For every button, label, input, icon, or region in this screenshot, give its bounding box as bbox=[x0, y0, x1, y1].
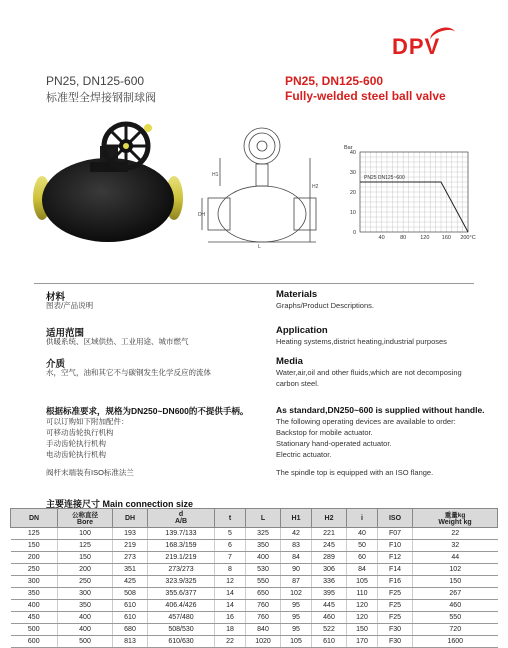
table-cell: 8 bbox=[215, 564, 246, 576]
table-cell: 508 bbox=[113, 588, 148, 600]
x-tick-label: 200°C bbox=[460, 235, 476, 241]
table-cell: 425 bbox=[113, 576, 148, 588]
table-cell: 350 bbox=[11, 588, 58, 600]
table-cell: 450 bbox=[11, 612, 58, 624]
product-code-red: PN25, DN125-600 bbox=[285, 74, 384, 88]
materials-text-en: Graphs/Product Descriptions. bbox=[276, 301, 374, 310]
table-cell: 500 bbox=[58, 636, 113, 648]
connection-size-table bbox=[10, 508, 498, 648]
materials-title-en: Materials bbox=[276, 289, 318, 300]
table-cell: F30 bbox=[378, 636, 413, 648]
table-cell: 42 bbox=[281, 528, 312, 540]
materials-text-cn: 图表/产品说明 bbox=[46, 301, 94, 310]
y-tick-label: 10 bbox=[349, 210, 356, 216]
col-t: t bbox=[215, 509, 246, 528]
table-cell: 150 bbox=[58, 552, 113, 564]
table-cell: 44 bbox=[413, 552, 498, 564]
table-cell: 193 bbox=[113, 528, 148, 540]
table-cell: 350 bbox=[246, 540, 281, 552]
table-cell: 87 bbox=[281, 576, 312, 588]
table-cell: 150 bbox=[413, 576, 498, 588]
table-cell: 50 bbox=[347, 540, 378, 552]
table-cell: 219 bbox=[113, 540, 148, 552]
table-cell: 355.6/377 bbox=[148, 588, 215, 600]
table-cell: 395 bbox=[312, 588, 347, 600]
table-cell: 120 bbox=[347, 612, 378, 624]
table-cell: 522 bbox=[312, 624, 347, 636]
y-tick-label: 40 bbox=[349, 150, 356, 156]
table-cell: 170 bbox=[347, 636, 378, 648]
media-title-cn: 介质 bbox=[46, 359, 66, 370]
product-code: PN25, DN125-600 bbox=[46, 74, 145, 88]
col-dh: DH bbox=[113, 509, 148, 528]
col-iso: ISO bbox=[378, 509, 413, 528]
table-cell: 12 bbox=[215, 576, 246, 588]
table-row bbox=[11, 612, 498, 624]
table-cell: 840 bbox=[246, 624, 281, 636]
col-l: L bbox=[246, 509, 281, 528]
series-label: PN25 DN125~600 bbox=[364, 175, 405, 181]
x-tick-label: 120 bbox=[420, 235, 430, 241]
table-cell: 400 bbox=[58, 624, 113, 636]
table-cell: 60 bbox=[347, 552, 378, 564]
table-row bbox=[11, 540, 498, 552]
table-cell: 289 bbox=[312, 552, 347, 564]
table-cell: 139.7/133 bbox=[148, 528, 215, 540]
col-h1: H1 bbox=[281, 509, 312, 528]
table-cell: 323.9/325 bbox=[148, 576, 215, 588]
table-cell: 83 bbox=[281, 540, 312, 552]
table-row bbox=[11, 588, 498, 600]
col-d bbox=[148, 509, 215, 528]
table-cell: 84 bbox=[281, 552, 312, 564]
col-weight-en: Weight kg bbox=[438, 519, 472, 526]
application-title-cn: 适用范围 bbox=[46, 328, 85, 339]
table-row bbox=[11, 576, 498, 588]
standard-title-en: As standard,DN250~600 is supplied without handle. bbox=[276, 405, 485, 415]
table-cell: 610/630 bbox=[148, 636, 215, 648]
table-cell: 95 bbox=[281, 624, 312, 636]
table-cell: 406.4/426 bbox=[148, 600, 215, 612]
spindle-note-en: The spindle top is equipped with an ISO flange. bbox=[276, 468, 434, 477]
table-cell: F14 bbox=[378, 564, 413, 576]
application-text-cn: 供暖系统、区域供热、工业用途、城市燃气 bbox=[46, 337, 189, 346]
table-cell: 300 bbox=[11, 576, 58, 588]
table-cell: 200 bbox=[58, 564, 113, 576]
table-cell: 221 bbox=[312, 528, 347, 540]
table-cell: 22 bbox=[413, 528, 498, 540]
y-axis-label: Bar bbox=[344, 145, 353, 151]
table-cell: 1020 bbox=[246, 636, 281, 648]
table-cell: 650 bbox=[246, 588, 281, 600]
x-tick-label: 40 bbox=[378, 235, 385, 241]
table-cell: 300 bbox=[58, 588, 113, 600]
option-item-cn: 电动齿轮执行机构 bbox=[46, 450, 106, 459]
valve-drawing bbox=[198, 118, 326, 248]
table-cell: 610 bbox=[113, 600, 148, 612]
table-cell: 32 bbox=[413, 540, 498, 552]
handwheel bbox=[104, 124, 148, 168]
table-row bbox=[11, 600, 498, 612]
col-weight-top: 重量kg bbox=[444, 512, 466, 519]
table-cell: 168.3/159 bbox=[148, 540, 215, 552]
option-item-en: Electric actuator. bbox=[276, 450, 332, 459]
table-cell: 273 bbox=[113, 552, 148, 564]
dim-h2: H2 bbox=[312, 184, 319, 190]
table-cell: 102 bbox=[281, 588, 312, 600]
standard-title-cn: 根据标准要求，规格为DN250~DN600的不提供手柄。 bbox=[46, 406, 249, 416]
col-weight bbox=[413, 509, 498, 528]
table-cell: 500 bbox=[11, 624, 58, 636]
table-cell: 5 bbox=[215, 528, 246, 540]
option-item-en: Stationary hand-operated actuator. bbox=[276, 439, 392, 448]
dim-l: L bbox=[258, 244, 261, 248]
table-cell: F30 bbox=[378, 624, 413, 636]
table-cell: 100 bbox=[58, 528, 113, 540]
table-cell: 110 bbox=[347, 588, 378, 600]
options-intro-en: The following operating devices are available to order: bbox=[276, 417, 456, 426]
col-bore-cn: 公称直径 bbox=[72, 512, 98, 519]
table-cell: 508/530 bbox=[148, 624, 215, 636]
table-cell: 267 bbox=[413, 588, 498, 600]
table-cell: 600 bbox=[11, 636, 58, 648]
y-tick-label: 20 bbox=[349, 190, 356, 196]
y-tick-label: 0 bbox=[352, 230, 356, 236]
table-cell: 457/480 bbox=[148, 612, 215, 624]
table-cell: 550 bbox=[246, 576, 281, 588]
table-cell: 336 bbox=[312, 576, 347, 588]
table-cell: 550 bbox=[413, 612, 498, 624]
table-cell: F12 bbox=[378, 552, 413, 564]
table-cell: 125 bbox=[11, 528, 58, 540]
media-title-en: Media bbox=[276, 356, 303, 367]
table-cell: 250 bbox=[11, 564, 58, 576]
table-title: 主要连接尺寸 Main connection size bbox=[46, 499, 194, 509]
y-tick-label: 30 bbox=[349, 170, 356, 176]
product-name-en: Fully-welded steel ball valve bbox=[285, 89, 446, 103]
x-tick-label: 80 bbox=[400, 235, 407, 241]
options-list-cn bbox=[46, 416, 129, 460]
table-cell: 351 bbox=[113, 564, 148, 576]
x-tick-label: 160 bbox=[441, 235, 451, 241]
table-row bbox=[11, 552, 498, 564]
table-cell: 760 bbox=[246, 612, 281, 624]
table-row bbox=[11, 624, 498, 636]
col-dn: DN bbox=[11, 509, 58, 528]
pressure-temperature-chart bbox=[338, 140, 488, 250]
dim-h1: H1 bbox=[212, 172, 219, 178]
media-text-en: Water,air,oil and other fluids,which are not decomposing carbon steel. bbox=[276, 368, 462, 388]
table-cell: 95 bbox=[281, 600, 312, 612]
table-row bbox=[11, 636, 498, 648]
table-cell: 125 bbox=[58, 540, 113, 552]
table-cell: 610 bbox=[312, 636, 347, 648]
brand-logo bbox=[392, 28, 456, 64]
table-cell: 1600 bbox=[413, 636, 498, 648]
media-text-cn: 水，空气，油和其它不与碳钢发生化学反应的流体 bbox=[46, 368, 211, 377]
table-cell: 105 bbox=[281, 636, 312, 648]
table-cell: 14 bbox=[215, 588, 246, 600]
table-cell: 150 bbox=[11, 540, 58, 552]
table-cell: 610 bbox=[113, 612, 148, 624]
table-cell: 680 bbox=[113, 624, 148, 636]
table-cell: 102 bbox=[413, 564, 498, 576]
table-cell: 90 bbox=[281, 564, 312, 576]
table-cell: 245 bbox=[312, 540, 347, 552]
table-cell: 7 bbox=[215, 552, 246, 564]
table-cell: 350 bbox=[58, 600, 113, 612]
table-cell: 760 bbox=[246, 600, 281, 612]
table-cell: 720 bbox=[413, 624, 498, 636]
table-cell: 400 bbox=[58, 612, 113, 624]
table-cell: F10 bbox=[378, 540, 413, 552]
table-row bbox=[11, 564, 498, 576]
table-cell: 16 bbox=[215, 612, 246, 624]
col-i: i bbox=[347, 509, 378, 528]
application-text-en: Heating systems,district heating,industrial purposes bbox=[276, 337, 447, 346]
product-name-cn: 标准型全焊接钢制球阀 bbox=[46, 92, 156, 104]
table-cell: F25 bbox=[378, 600, 413, 612]
option-item-cn: 可移动齿轮执行机构 bbox=[46, 428, 114, 437]
table-cell: 22 bbox=[215, 636, 246, 648]
options-intro-cn: 可以订购如下附加配件： bbox=[46, 417, 129, 426]
table-cell: 200 bbox=[11, 552, 58, 564]
table-cell: 460 bbox=[312, 612, 347, 624]
table-cell: 445 bbox=[312, 600, 347, 612]
col-bore-en: Bore bbox=[77, 519, 93, 526]
valve-photo bbox=[28, 118, 188, 248]
table-cell: 18 bbox=[215, 624, 246, 636]
table-cell: 273/273 bbox=[148, 564, 215, 576]
option-item-en: Backstop for mobile actuator. bbox=[276, 428, 373, 437]
table-cell: 460 bbox=[413, 600, 498, 612]
table-cell: 84 bbox=[347, 564, 378, 576]
table-cell: 400 bbox=[246, 552, 281, 564]
table-cell: 120 bbox=[347, 600, 378, 612]
table-cell: 400 bbox=[11, 600, 58, 612]
table-cell: F25 bbox=[378, 588, 413, 600]
table-row bbox=[11, 528, 498, 540]
option-item-cn: 手动齿轮执行机构 bbox=[46, 439, 106, 448]
table-cell: 150 bbox=[347, 624, 378, 636]
options-list-en bbox=[276, 416, 456, 460]
table-cell: 40 bbox=[347, 528, 378, 540]
col-d-top: d bbox=[178, 511, 184, 518]
table-cell: F25 bbox=[378, 612, 413, 624]
table-cell: 219.1/219 bbox=[148, 552, 215, 564]
table-cell: 530 bbox=[246, 564, 281, 576]
table-cell: 325 bbox=[246, 528, 281, 540]
dim-dh: DH bbox=[198, 212, 206, 218]
table-cell: 105 bbox=[347, 576, 378, 588]
materials-title-cn: 材料 bbox=[46, 292, 66, 303]
table-cell: 95 bbox=[281, 612, 312, 624]
table-header-row bbox=[11, 509, 498, 528]
table-cell: 813 bbox=[113, 636, 148, 648]
brand-name: DPV bbox=[392, 34, 441, 59]
col-bore bbox=[58, 509, 113, 528]
spindle-note-cn: 阀杆末端装有ISO标准法兰 bbox=[46, 468, 134, 477]
col-d-ab: A/B bbox=[174, 518, 188, 525]
logo-swoosh bbox=[428, 24, 458, 48]
table-cell: 14 bbox=[215, 600, 246, 612]
section-divider bbox=[34, 283, 474, 284]
col-h2: H2 bbox=[312, 509, 347, 528]
table-cell: 6 bbox=[215, 540, 246, 552]
table-cell: F16 bbox=[378, 576, 413, 588]
table-cell: F07 bbox=[378, 528, 413, 540]
table-cell: 250 bbox=[58, 576, 113, 588]
table-cell: 306 bbox=[312, 564, 347, 576]
application-title-en: Application bbox=[276, 325, 328, 336]
